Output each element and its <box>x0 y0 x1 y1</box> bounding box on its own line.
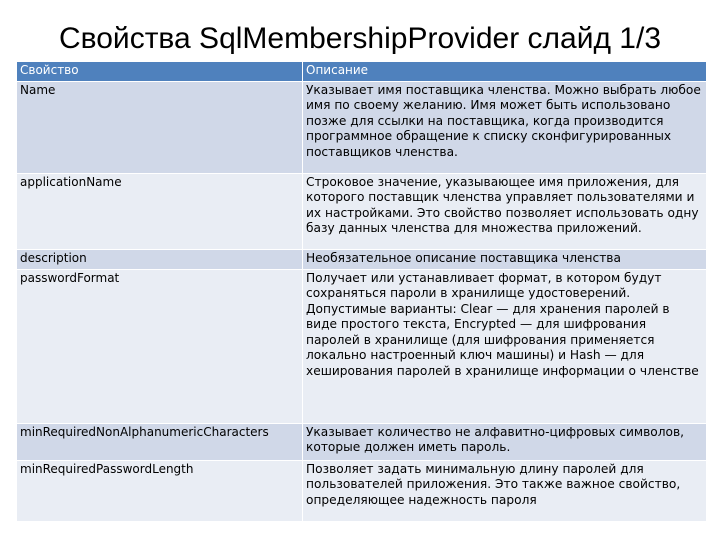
property-description: Позволяет задать минимальную длину паролей для пользователей приложения. Это также важное свойство, определяющее надежность пароля <box>303 460 707 521</box>
slide-title: Свойства SqlMembershipProvider слайд 1/3 <box>58 22 662 55</box>
property-description: Строковое значение, указывающее имя приложения, для которого поставщик членства управляет пользователями и их настройками. Это свойство позволяет использовать одну базу данных членства для множества приложений. <box>303 173 707 249</box>
table-row <box>17 81 707 173</box>
property-name: minRequiredNonAlphanumericCharacters <box>17 423 303 460</box>
property-name: minRequiredPasswordLength <box>17 460 303 521</box>
property-description: Указывает имя поставщика членства. Можно выбрать любое имя по своему желанию. Имя может быть использовано позже для ссылки на поставщика, когда производится программное обращение к списку сконфигурированных поставщиков членства. <box>303 81 707 173</box>
header-property: Свойство <box>17 62 303 82</box>
table-header-row <box>17 62 707 82</box>
property-description: Необязательное описание поставщика членства <box>303 249 707 269</box>
properties-table <box>16 61 707 522</box>
table-row <box>17 460 707 521</box>
table-row <box>17 423 707 460</box>
property-description: Получает или устанавливает формат, в котором будут сохраняться пароли в хранилище удостоверений. Допустимые варианты: Clear — для хранения паролей в виде простого текста, Encrypted — для шифрования паролей в хранилище (для шифрования применяется локально настроенный ключ машины) и Hash — для хеширования паролей в хранилище информации о членстве <box>303 269 707 423</box>
property-description: Указывает количество не алфавитно-цифровых символов, которые должен иметь пароль. <box>303 423 707 460</box>
property-name: passwordFormat <box>17 269 303 423</box>
table-row <box>17 269 707 423</box>
header-description: Описание <box>303 62 707 82</box>
property-name: description <box>17 249 303 269</box>
property-name: Name <box>17 81 303 173</box>
property-name: applicationName <box>17 173 303 249</box>
table-row <box>17 173 707 249</box>
table-row <box>17 249 707 269</box>
